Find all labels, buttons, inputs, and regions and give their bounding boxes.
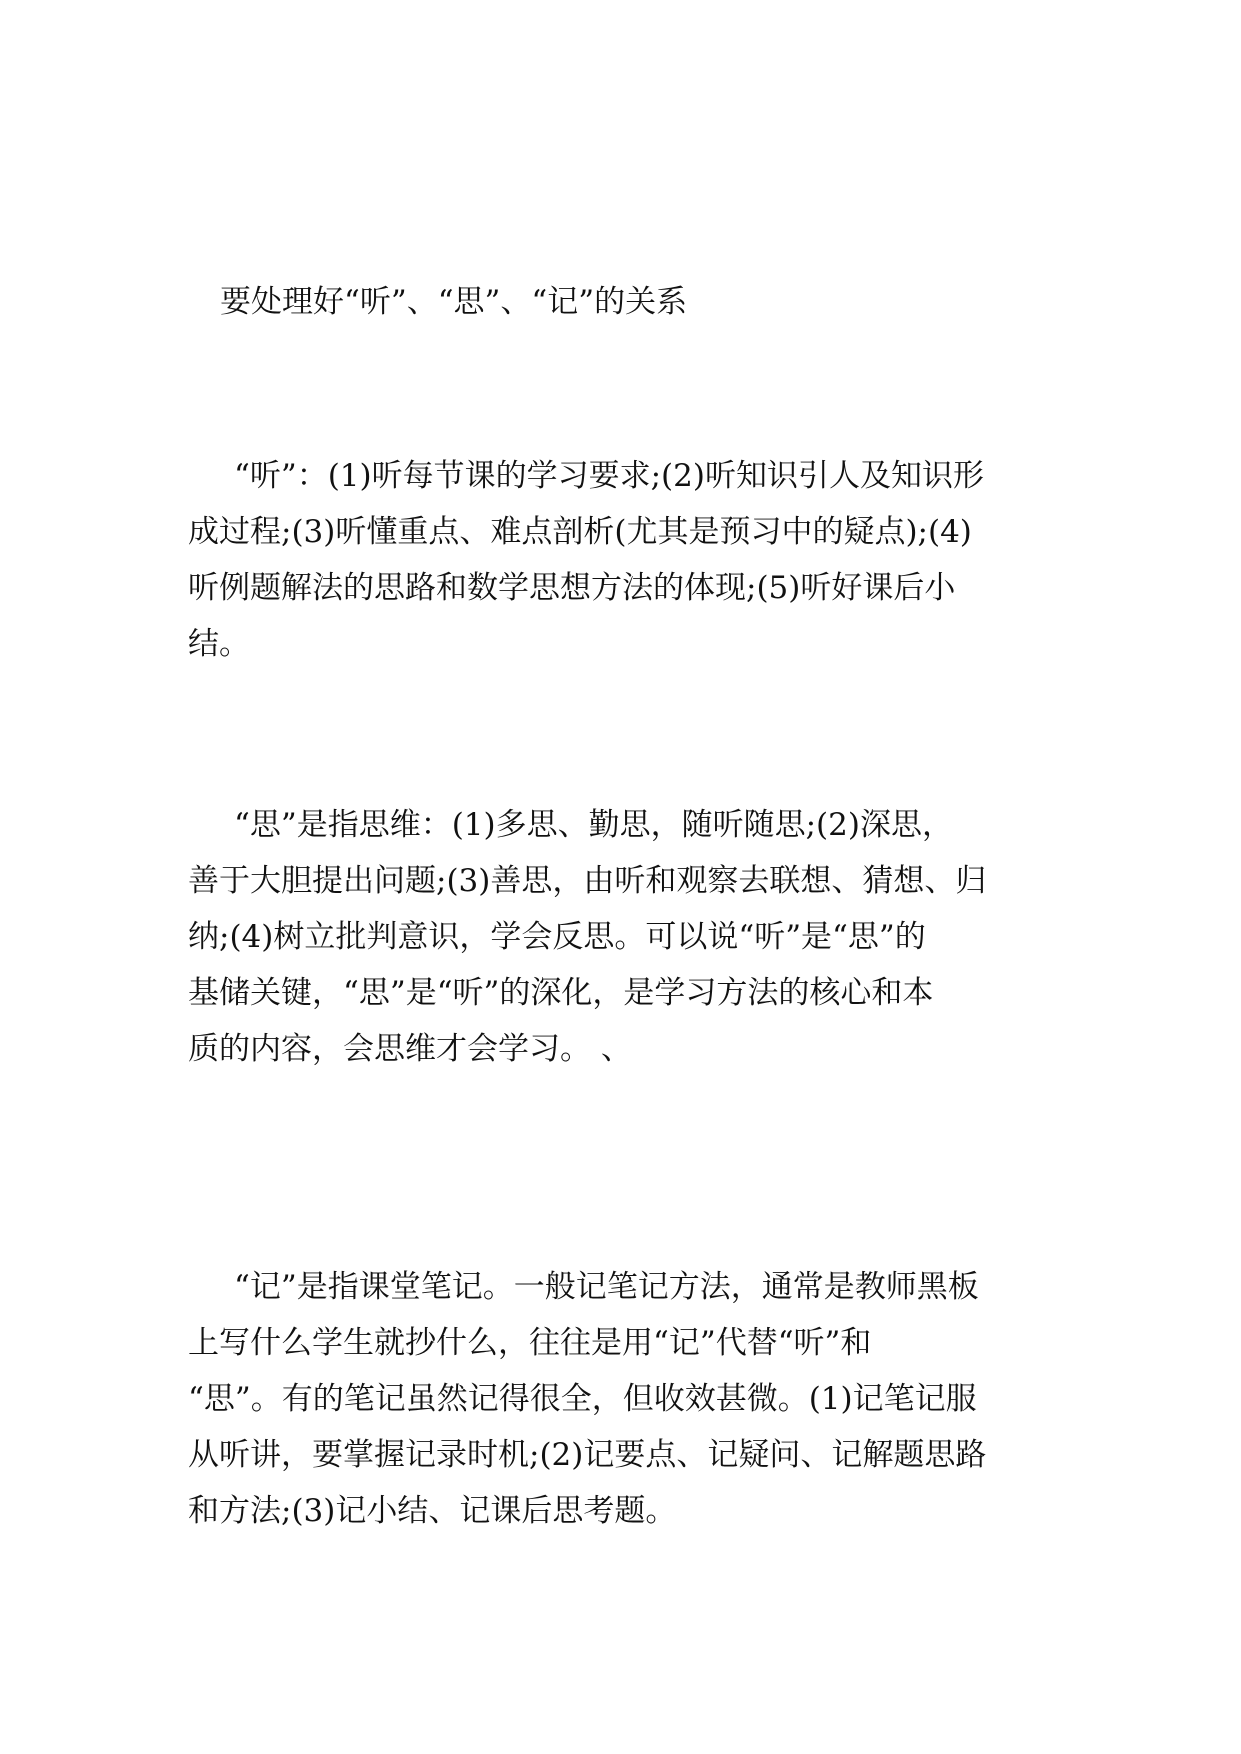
paragraph-line: 成过程;(3)听懂重点、难点剖析(尤其是预习中的疑点);(4) (188, 514, 972, 550)
paragraph-line: 质的内容，会思维才会学习。 、 (188, 1031, 632, 1067)
page-title: 要处理好“听”、“思”、“记”的关系 (220, 284, 688, 320)
paragraph-line: 上写什么学生就抄什么，往往是用“记”代替“听”和 (188, 1325, 872, 1361)
paragraph-line: “听”：(1)听每节课的学习要求;(2)听知识引人及知识形 (234, 458, 984, 494)
paragraph-line: 善于大胆提出问题;(3)善思，由听和观察去联想、猜想、归 (188, 863, 987, 899)
paragraph-line: 结。 (188, 626, 250, 662)
paragraph-notes (188, 1259, 1068, 1539)
paragraph-line: “思”。有的笔记虽然记得很全，但收效甚微。(1)记笔记服 (188, 1381, 977, 1417)
paragraph-think (188, 797, 1068, 1077)
paragraph-line: 纳;(4)树立批判意识，学会反思。可以说“听”是“思”的 (188, 919, 926, 955)
paragraph-line: 从听讲，要掌握记录时机;(2)记要点、记疑问、记解题思路 (188, 1437, 987, 1473)
paragraph-listen (188, 448, 1068, 672)
paragraph-line: 听例题解法的思路和数学思想方法的体现;(5)听好课后小 (188, 570, 956, 606)
paragraph-line: 和方法;(3)记小结、记课后思考题。 (188, 1493, 677, 1529)
paragraph-line: “思”是指思维：(1)多思、勤思，随听随思;(2)深思， (234, 807, 953, 843)
paragraph-line: “记”是指课堂笔记。一般记笔记方法，通常是教师黑板 (234, 1269, 979, 1305)
paragraph-line: 基储关键，“思”是“听”的深化，是学习方法的核心和本 (188, 975, 934, 1011)
